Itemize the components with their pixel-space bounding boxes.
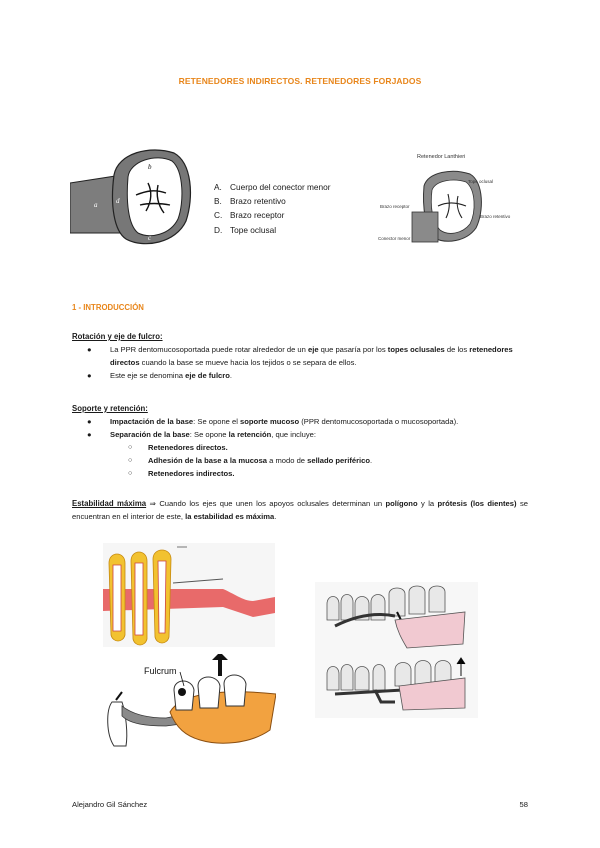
lanthieri-label-2: Brazo retentivo: [480, 214, 511, 219]
rotation-block: [72, 330, 528, 382]
legend-item-d: D. Tope oclusal: [214, 224, 277, 235]
lanthieri-label-4: Conector menor: [378, 236, 411, 241]
support-sub-1: ○ Retenedores directos.: [128, 443, 228, 452]
lanthieri-label-3: Brazo receptor: [380, 204, 410, 209]
lanthieri-caption: Retenedor Lanthieri: [417, 154, 466, 160]
label-d: d: [116, 197, 120, 205]
page-title: RETENEDORES INDIRECTOS. RETENEDORES FORJADOS: [178, 76, 422, 86]
label-a: a: [94, 201, 98, 209]
support-title: Soporte y retención:: [72, 404, 148, 413]
label-b: b: [148, 163, 152, 171]
rotation-bullet-1: ● La PPR dentomucosoportada puede rotar alrededor de un eje que pasaría por los topes oclusales de los retenedores directos cuando la base se mueve hacia los tejidos o se separa de ellos.: [87, 345, 513, 367]
denture-rotation-figure: [315, 582, 478, 718]
rotation-title: Rotación y eje de fulcro:: [72, 332, 163, 341]
support-sub-2: ○ Adhesión de la base a la mucosa a modo de sellado periférico.: [128, 456, 373, 465]
label-c: c: [148, 234, 152, 242]
section-heading: 1 - INTRODUCCIÓN: [72, 303, 144, 312]
rotation-bullet-2: ● Este eje se denomina eje de fulcro.: [87, 371, 232, 380]
fulcrum-label: Fulcrum: [144, 666, 177, 676]
footer-page-number: 58: [519, 800, 528, 809]
lanthieri-clasp-figure: [372, 150, 522, 262]
support-bullet-2: ● Separación de la base: Se opone la retención, que incluye:: [87, 430, 317, 439]
figure-legend: [214, 180, 331, 237]
tooth-roots-figure: [103, 543, 275, 647]
support-block: [72, 402, 528, 480]
legend-item-a: A. Cuerpo del conector menor: [214, 182, 331, 192]
support-bullet-1: ● Impactación de la base: Se opone el soporte mucoso (PPR dentomucosoportada o mucosoportada).: [87, 417, 459, 426]
clasp-diagram-figure: [70, 145, 195, 250]
support-sub-3: ○ Retenedores indirectos.: [128, 469, 235, 478]
legend-item-b: B. Brazo retentivo: [214, 196, 286, 207]
legend-item-c: C. Brazo receptor: [214, 210, 285, 221]
fulcrum-figure: [100, 654, 276, 754]
lanthieri-label-1: Tope oclusal: [468, 179, 494, 184]
footer-author: Alejandro Gil Sánchez: [72, 800, 148, 809]
stability-paragraph: Estabilidad máxima ⇒ Cuando los ejes que unen los apoyos oclusales determinan un polígono y la prótesis (los dientes) se encuentran en el interior de este, la estabilidad es máxima.: [72, 499, 528, 521]
